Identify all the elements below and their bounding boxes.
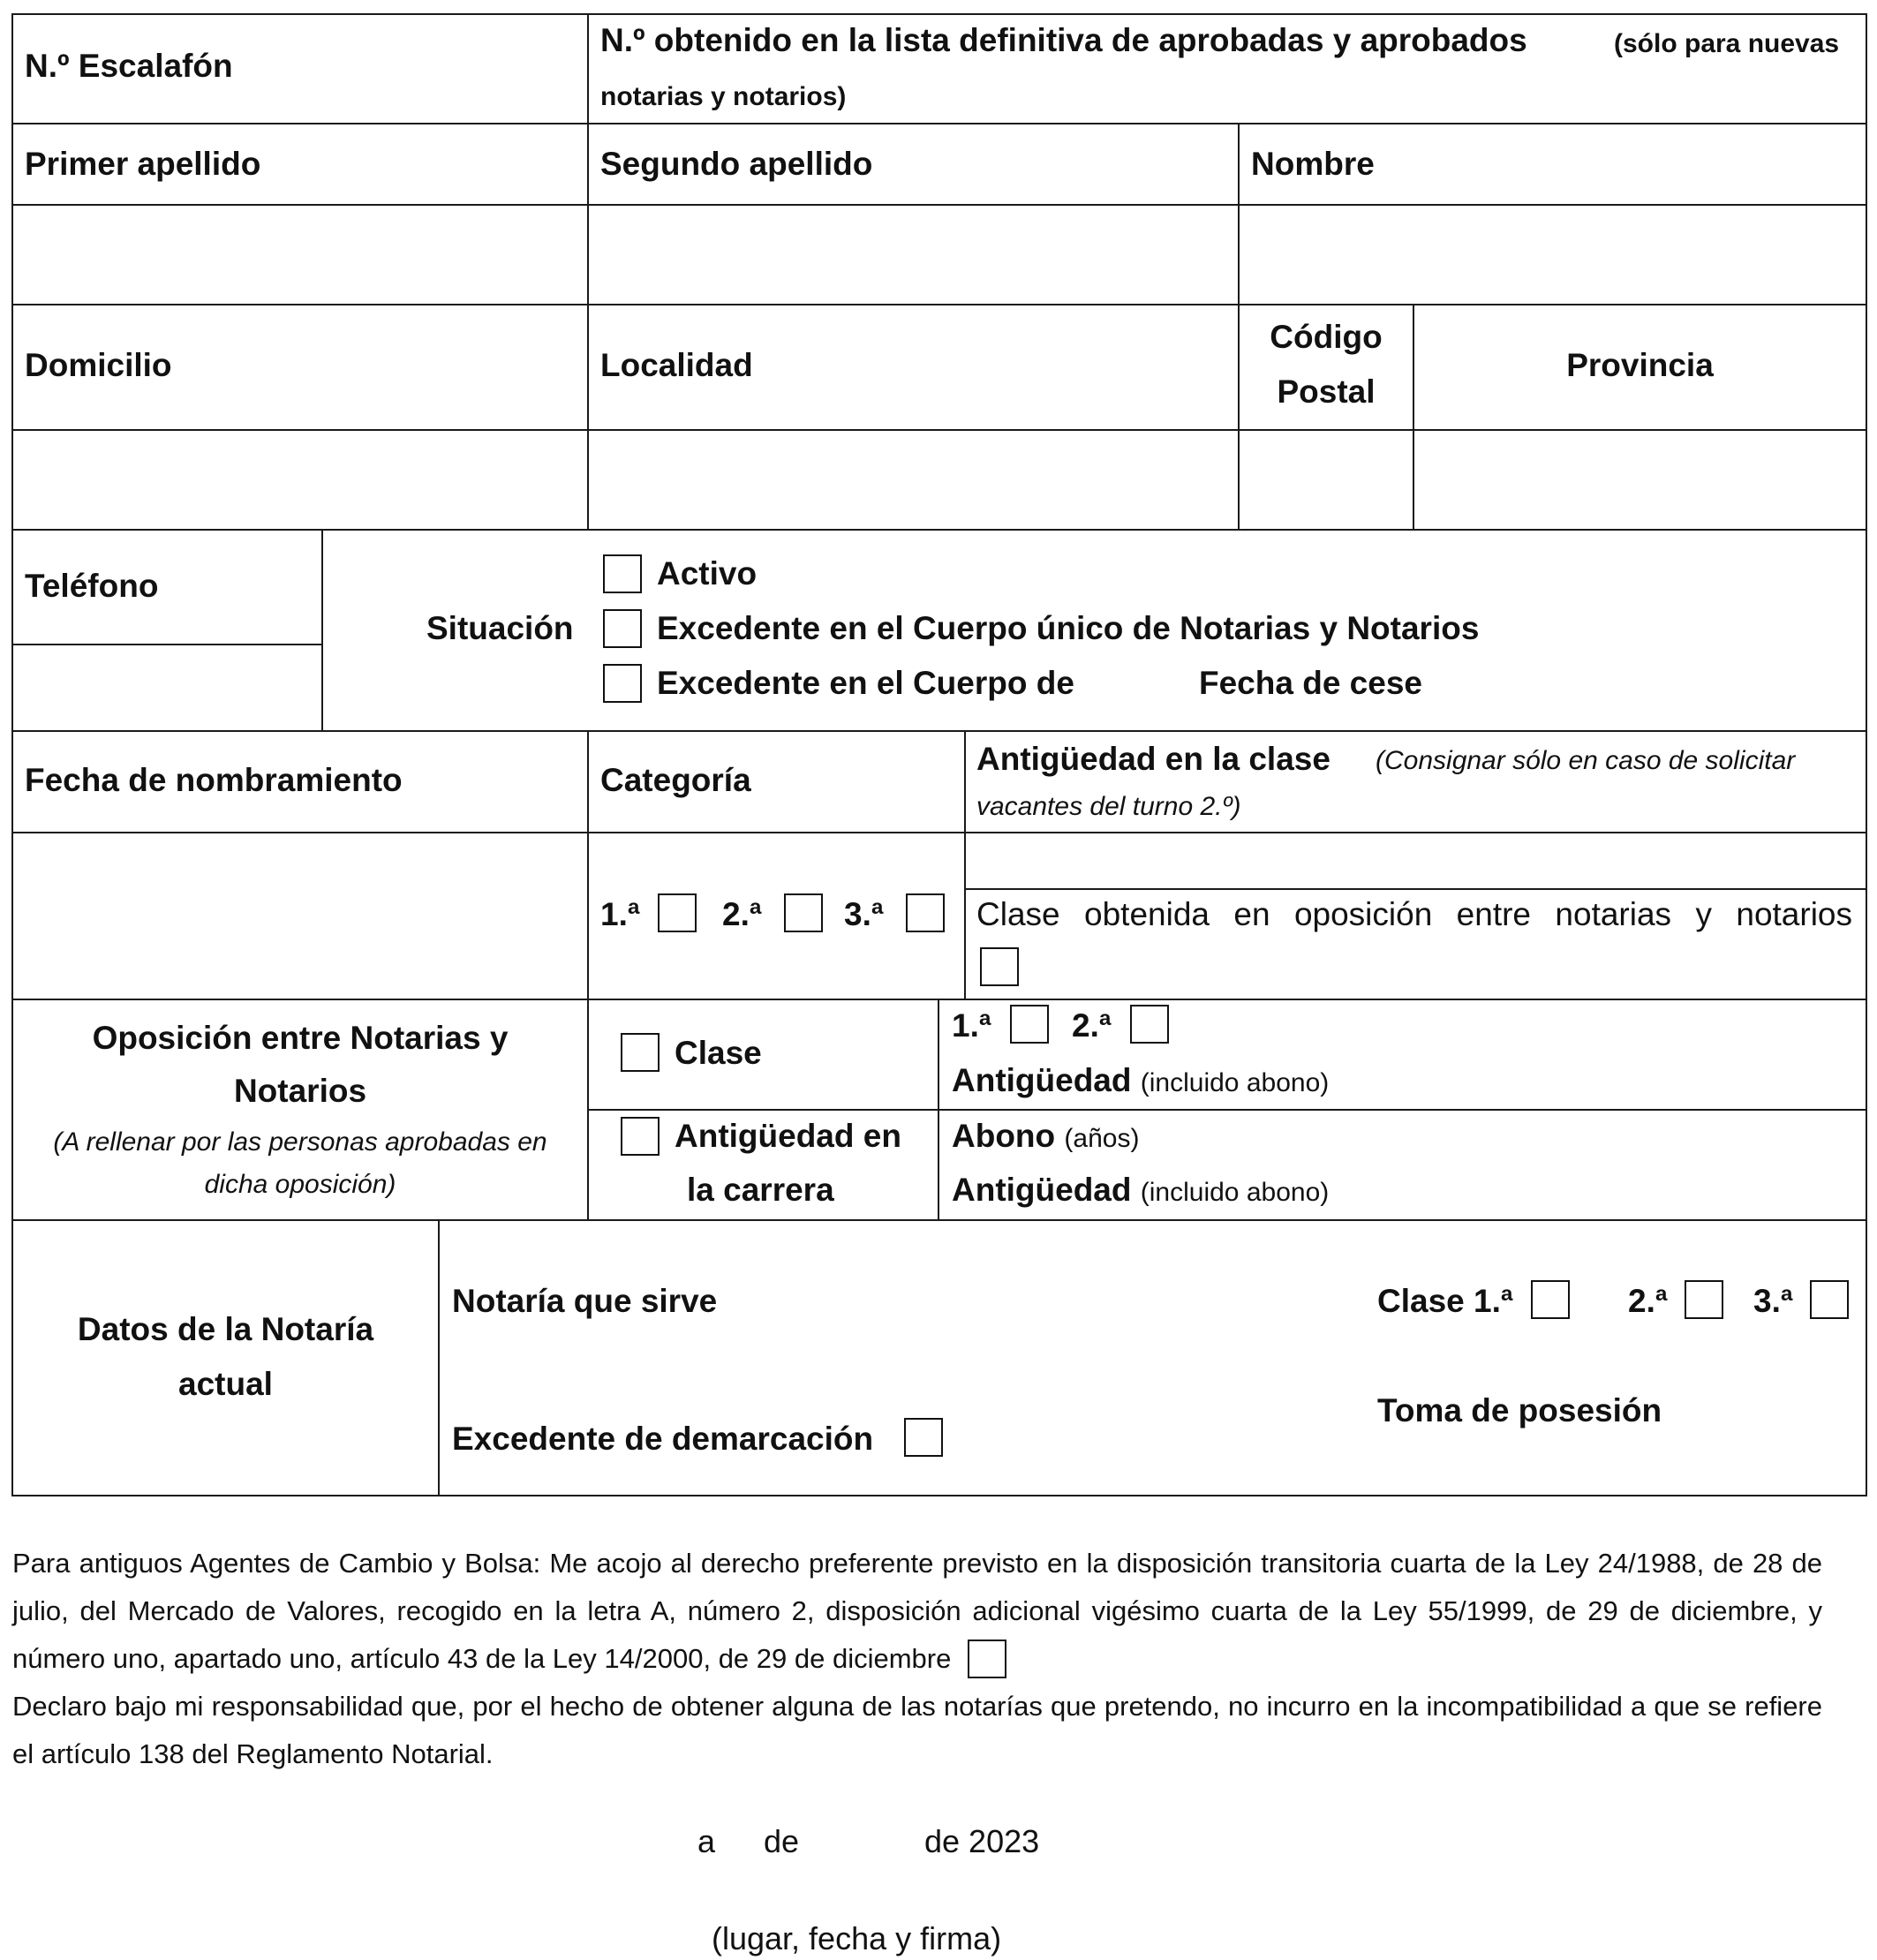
oposicion-note-2: dicha oposición) (204, 1170, 396, 1199)
numero-lista-title: N.º obtenido en la lista definitiva de aprobadas y aprobados (600, 22, 1527, 58)
notaria-clase-3-label: 3.ª (1753, 1283, 1793, 1319)
clase-obtenida-checkbox[interactable] (980, 947, 1019, 986)
oposicion-clase-label: Clase (675, 1035, 762, 1071)
date-de-1: de (764, 1823, 800, 1859)
date-a: a (697, 1823, 716, 1859)
oposicion-incluido-abono-2: (incluido abono) (1140, 1178, 1330, 1207)
oposicion-antiguedad-label: Antigüedad (952, 1062, 1132, 1098)
oposicion-incluido-abono: (incluido abono) (1140, 1068, 1330, 1097)
table-border (11, 123, 1867, 124)
antiguedad-clase-label: Antigüedad en la clase (976, 741, 1330, 777)
table-border (11, 529, 1867, 531)
date-de-2023: de 2023 (924, 1823, 1040, 1859)
excedente-demarcacion-label: Excedente de demarcación (452, 1421, 874, 1457)
oposicion-abono-line (952, 1117, 1139, 1158)
situacion-activo-checkbox[interactable] (603, 554, 642, 593)
table-border (11, 13, 1867, 15)
agentes-paragraph (12, 1540, 1822, 1683)
table-border (11, 1495, 1867, 1496)
oposicion-antiguedad-carrera-1: Antigüedad en (675, 1118, 901, 1154)
agentes-checkbox[interactable] (968, 1640, 1006, 1678)
notaria-clase-1-checkbox[interactable] (1531, 1280, 1570, 1319)
telefono-field[interactable] (13, 645, 321, 730)
nombre-field[interactable] (1240, 206, 1866, 304)
oposicion-clase-2-label: 2.ª (1072, 1007, 1112, 1044)
notaria-clase-1-label: Clase 1.ª (1377, 1283, 1513, 1319)
oposicion-antiguedad-label-2: Antigüedad (952, 1172, 1132, 1208)
categoria-3-checkbox[interactable] (906, 893, 945, 932)
oposicion-antiguedad-line-2 (952, 1171, 1329, 1212)
firma-label: (lugar, fecha y firma) (712, 1920, 1002, 1956)
notaria-sirve-label: Notaría que sirve (452, 1283, 718, 1319)
localidad-field[interactable] (589, 431, 1238, 529)
clase-obtenida-label: Clase obtenida en oposición entre notarias y notarios (976, 896, 1852, 932)
notaria-title-1: Datos de la Notaría (77, 1311, 374, 1347)
fecha-cese-label: Fecha de cese (1199, 665, 1422, 701)
domicilio-field[interactable] (13, 431, 587, 529)
segundo-apellido-label: Segundo apellido (600, 146, 873, 182)
table-border (587, 1109, 1867, 1111)
table-border (321, 529, 323, 732)
primer-apellido-label: Primer apellido (25, 146, 261, 182)
notaria-clase-3-checkbox[interactable] (1810, 1280, 1849, 1319)
categoria-1-checkbox[interactable] (658, 893, 697, 932)
oposicion-anos: (años) (1064, 1124, 1140, 1153)
table-border (964, 888, 1867, 890)
provincia-field[interactable] (1414, 431, 1866, 529)
domicilio-label: Domicilio (25, 347, 172, 383)
notaria-title-2: actual (178, 1366, 273, 1402)
telefono-label: Teléfono (25, 568, 159, 604)
oposicion-clase-2-checkbox[interactable] (1130, 1005, 1169, 1044)
nombre-label: Nombre (1251, 146, 1375, 182)
table-border (11, 304, 1867, 305)
categoria-label: Categoría (600, 762, 751, 798)
escalafon-label: N.º Escalafón (25, 48, 233, 84)
declaro-paragraph: Declaro bajo mi responsabilidad que, por el hecho de obtener alguna de las notarías que pretendo, no incurro en la incompatibilidad a que se refiere el artículo 138 del Reglamento Notarial. (12, 1691, 1822, 1769)
notaria-clase-2-label: 2.ª (1628, 1283, 1668, 1319)
situacion-excedente-unico-label: Excedente en el Cuerpo único de Notarias y Notarios (657, 610, 1480, 646)
oposicion-abono-label: Abono (952, 1118, 1056, 1154)
categoria-2-checkbox[interactable] (784, 893, 823, 932)
toma-posesion-label: Toma de posesión (1377, 1392, 1662, 1429)
excedente-demarcacion-checkbox[interactable] (904, 1418, 943, 1457)
antiguedad-clase-note-1: (Consignar sólo en caso de solicitar (1376, 746, 1796, 775)
oposicion-clase-1-checkbox[interactable] (1010, 1005, 1049, 1044)
situacion-excedente-cuerpo-checkbox[interactable] (603, 664, 642, 703)
table-border (11, 730, 1867, 732)
situacion-activo-label: Activo (657, 555, 758, 592)
fecha-nombramiento-field[interactable] (13, 833, 587, 999)
antiguedad-clase-note-2: vacantes del turno 2.º) (976, 792, 1241, 821)
numero-lista-note-2: notarias y notarios) (600, 82, 847, 111)
oposicion-antiguedad-carrera-2: la carrera (687, 1172, 834, 1208)
table-border (938, 999, 939, 1221)
table-border (1866, 13, 1867, 1496)
antiguedad-clase-field[interactable] (966, 833, 1866, 888)
numero-lista-label (600, 21, 1527, 60)
primer-apellido-field[interactable] (13, 206, 587, 304)
table-border (11, 999, 1867, 1000)
codigo-label: Código (1270, 319, 1383, 355)
segundo-apellido-field[interactable] (589, 206, 1238, 304)
oposicion-title-2: Notarios (233, 1073, 367, 1109)
table-border (11, 1219, 1867, 1221)
oposicion-clase-checkbox[interactable] (621, 1033, 660, 1072)
postal-label: Postal (1277, 373, 1376, 410)
situacion-label: Situación (426, 610, 574, 646)
provincia-label: Provincia (1566, 347, 1714, 383)
categoria-2-label: 2.ª (722, 896, 762, 932)
categoria-3-label: 3.ª (844, 896, 884, 932)
oposicion-title-1: Oposición entre Notarias y (92, 1020, 509, 1056)
oposicion-antiguedad-carrera-checkbox[interactable] (621, 1117, 660, 1156)
fecha-nombramiento-label: Fecha de nombramiento (25, 762, 403, 798)
oposicion-note-1: (A rellenar por las personas aprobadas en (53, 1127, 547, 1157)
table-border (438, 1219, 440, 1496)
numero-lista-note-1: (sólo para nuevas (1614, 29, 1840, 58)
table-border (587, 730, 589, 1221)
situacion-excedente-cuerpo-label: Excedente en el Cuerpo de (657, 665, 1074, 701)
categoria-1-label: 1.ª (600, 896, 640, 932)
codigo-postal-field[interactable] (1240, 431, 1413, 529)
agentes-text: Para antiguos Agentes de Cambio y Bolsa: Me acojo al derecho preferente previsto en la disposición transitoria cuarta de la Ley 24/1988, de 28 de julio, del Mercado de Valores, recogido en la letra A, número 2, disposición adicional vigésimo cuarta de la Ley 55/1999, de 29 de diciembre, y número uno, apartado uno, artículo 43 de la Ley 14/2000, de 29 de diciembre (12, 1548, 1822, 1674)
situacion-excedente-unico-checkbox[interactable] (603, 609, 642, 648)
localidad-label: Localidad (600, 347, 753, 383)
oposicion-clase-1-label: 1.ª (952, 1007, 991, 1044)
notaria-clase-2-checkbox[interactable] (1685, 1280, 1723, 1319)
oposicion-antiguedad-line (952, 1061, 1329, 1103)
